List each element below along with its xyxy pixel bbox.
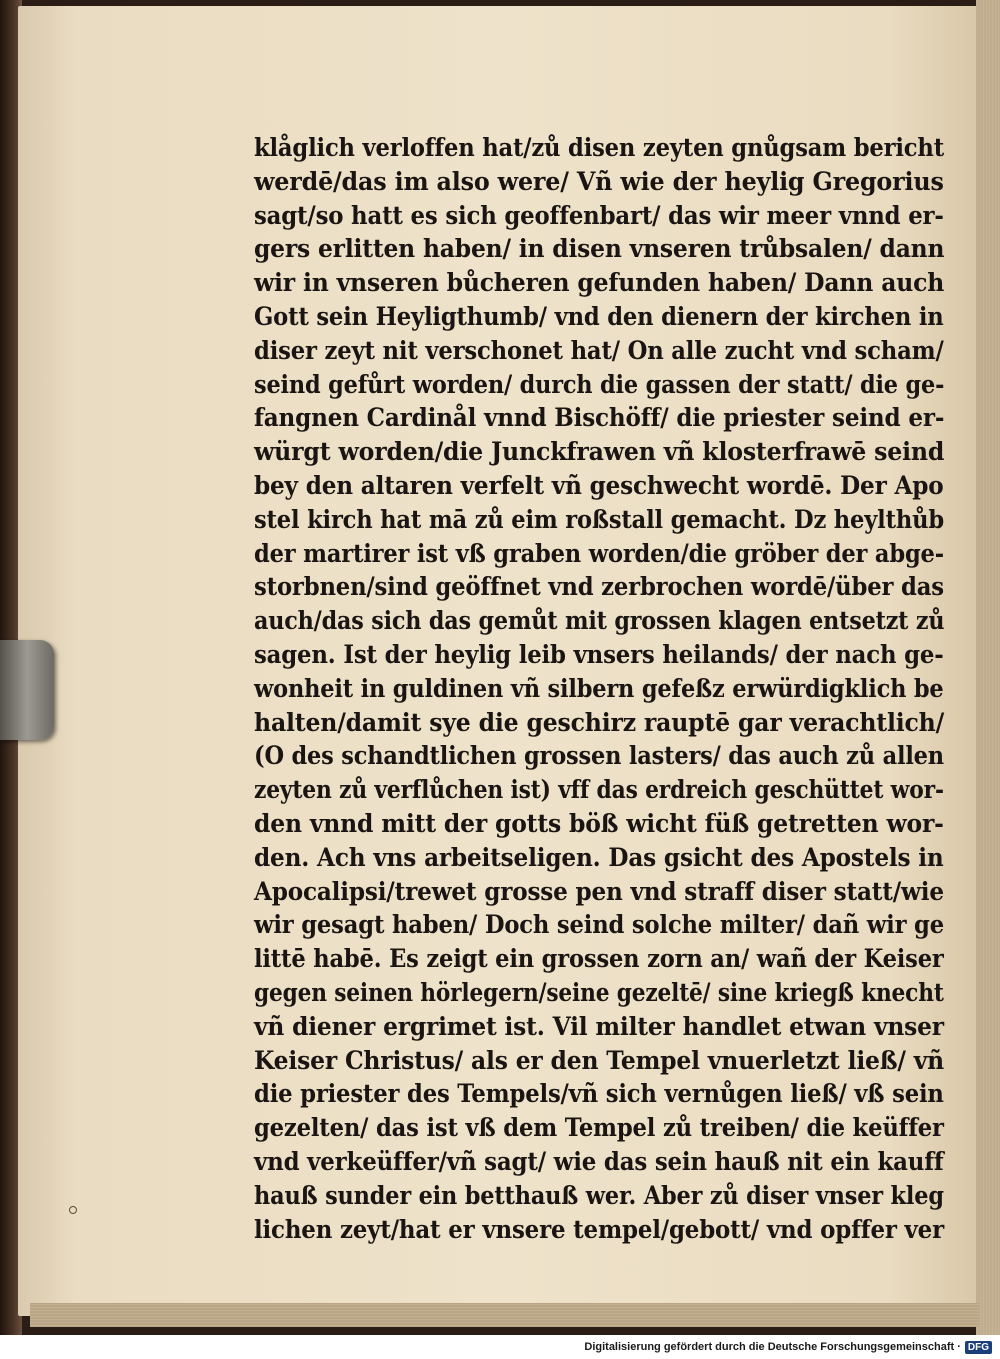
text-line: würgt worden/die Junckfrawen vñ klosterfrawē seind <box>254 437 945 468</box>
text-line: wir in vnseren bůcheren gefunden haben/ Dann auch <box>254 268 945 299</box>
text-line: den. Ach vns arbeitseligen. Das gsicht des Apostels in <box>254 842 944 873</box>
text-line: hauß sunder ein betthauß wer. Aber zů diser vnser kleg <box>254 1180 944 1211</box>
footer-credit: Digitalisierung gefördert durch die Deutsche Forschungsgemeinschaft · <box>584 1341 961 1353</box>
text-line: diser zeyt nit verschonet hat/ On alle zucht vnd scham/ <box>254 335 944 366</box>
text-line: Apocalipsi/trewet grosse pen vnd straff diser statt/wie <box>254 876 944 907</box>
text-line: sagt/so hatt es sich geoffenbart/ das wir meer vnnd er- <box>254 200 944 231</box>
text-line: der martirer ist vß graben worden/die gröber der abge- <box>254 538 944 569</box>
text-line: lichen zeyt/hat er vnsere tempel/gebott/ vnd opffer ver <box>254 1214 944 1245</box>
text-line: Keiser Christus/ als er den Tempel vnuerletzt ließ/ vñ <box>254 1045 945 1076</box>
page-stack-right <box>976 0 1000 1335</box>
text-line: werdē/das im also were/ Vñ wie der heylig Gregorius <box>254 166 944 197</box>
footer-bar <box>0 1335 1000 1359</box>
text-line: littē habē. Es zeigt ein grossen zorn an/ wañ der Keiser <box>254 944 944 975</box>
text-line: seind gefůrt worden/ durch die gassen der statt/ die ge- <box>254 369 945 400</box>
text-line: gers erlitten haben/ in disen vnseren trůbsalen/ dann <box>254 234 945 265</box>
text-line: klåglich verloffen hat/zů disen zeyten gnůgsam bericht <box>254 133 944 163</box>
page-stack-bottom <box>30 1303 980 1327</box>
text-line: gegen seinen hörlegern/seine gezeltē/ sine kriegß knecht <box>254 977 944 1008</box>
text-line: wonheit in guldinen vñ silbern gefeßz erwürdigklich be <box>254 673 944 704</box>
body-text <box>254 132 944 1247</box>
text-line: bey den altaren verfelt vñ geschwecht wordē. Der Apo <box>254 470 944 501</box>
text-line: gezelten/ das ist vß dem Tempel zů treiben/ die keüffer <box>254 1113 944 1144</box>
text-line: halten/damit sye die geschirz rauptē gar verachtlich/ <box>254 707 945 738</box>
text-line: vnd verkeüffer/vñ sagt/ wie das sein hauß nit ein kauff <box>254 1146 944 1177</box>
text-line: vñ diener ergrimet ist. Vil milter handlet etwan vnser <box>254 1011 944 1042</box>
text-line: die priester des Tempels/vñ sich vernůgen ließ/ vß sein <box>254 1079 944 1110</box>
text-line: stel kirch hat mā zů eim roßstall gemacht. Dz heylthůb <box>254 504 944 535</box>
text-line: Gott sein Heyligthumb/ vnd den dienern der kirchen in <box>254 301 944 332</box>
page-mark <box>69 1206 77 1214</box>
text-line: fangnen Cardinål vnnd Bischöff/ die priester seind er- <box>254 403 945 434</box>
text-line: sagen. Ist der heylig leib vnsers heilands/ der nach ge- <box>254 639 944 670</box>
page-clip <box>0 640 54 740</box>
text-line: auch/das sich das gemůt mit grossen klagen entsetzt zů <box>254 606 945 637</box>
text-line: storbnen/sind geöffnet vnd zerbrochen wordē/über das <box>254 572 944 603</box>
text-line: zeyten zů verflůchen ist) vff das erdreich geschüttet wor- <box>254 775 944 806</box>
text-line: den vnnd mitt der gotts böß wicht füß getretten wor- <box>254 808 944 839</box>
text-line: wir gesagt haben/ Doch seind solche milter/ dañ wir ge <box>254 910 944 941</box>
dfg-logo: DFG <box>965 1341 992 1354</box>
text-line: (O des schandtlichen grossen lasters/ das auch zů allen <box>254 741 944 772</box>
